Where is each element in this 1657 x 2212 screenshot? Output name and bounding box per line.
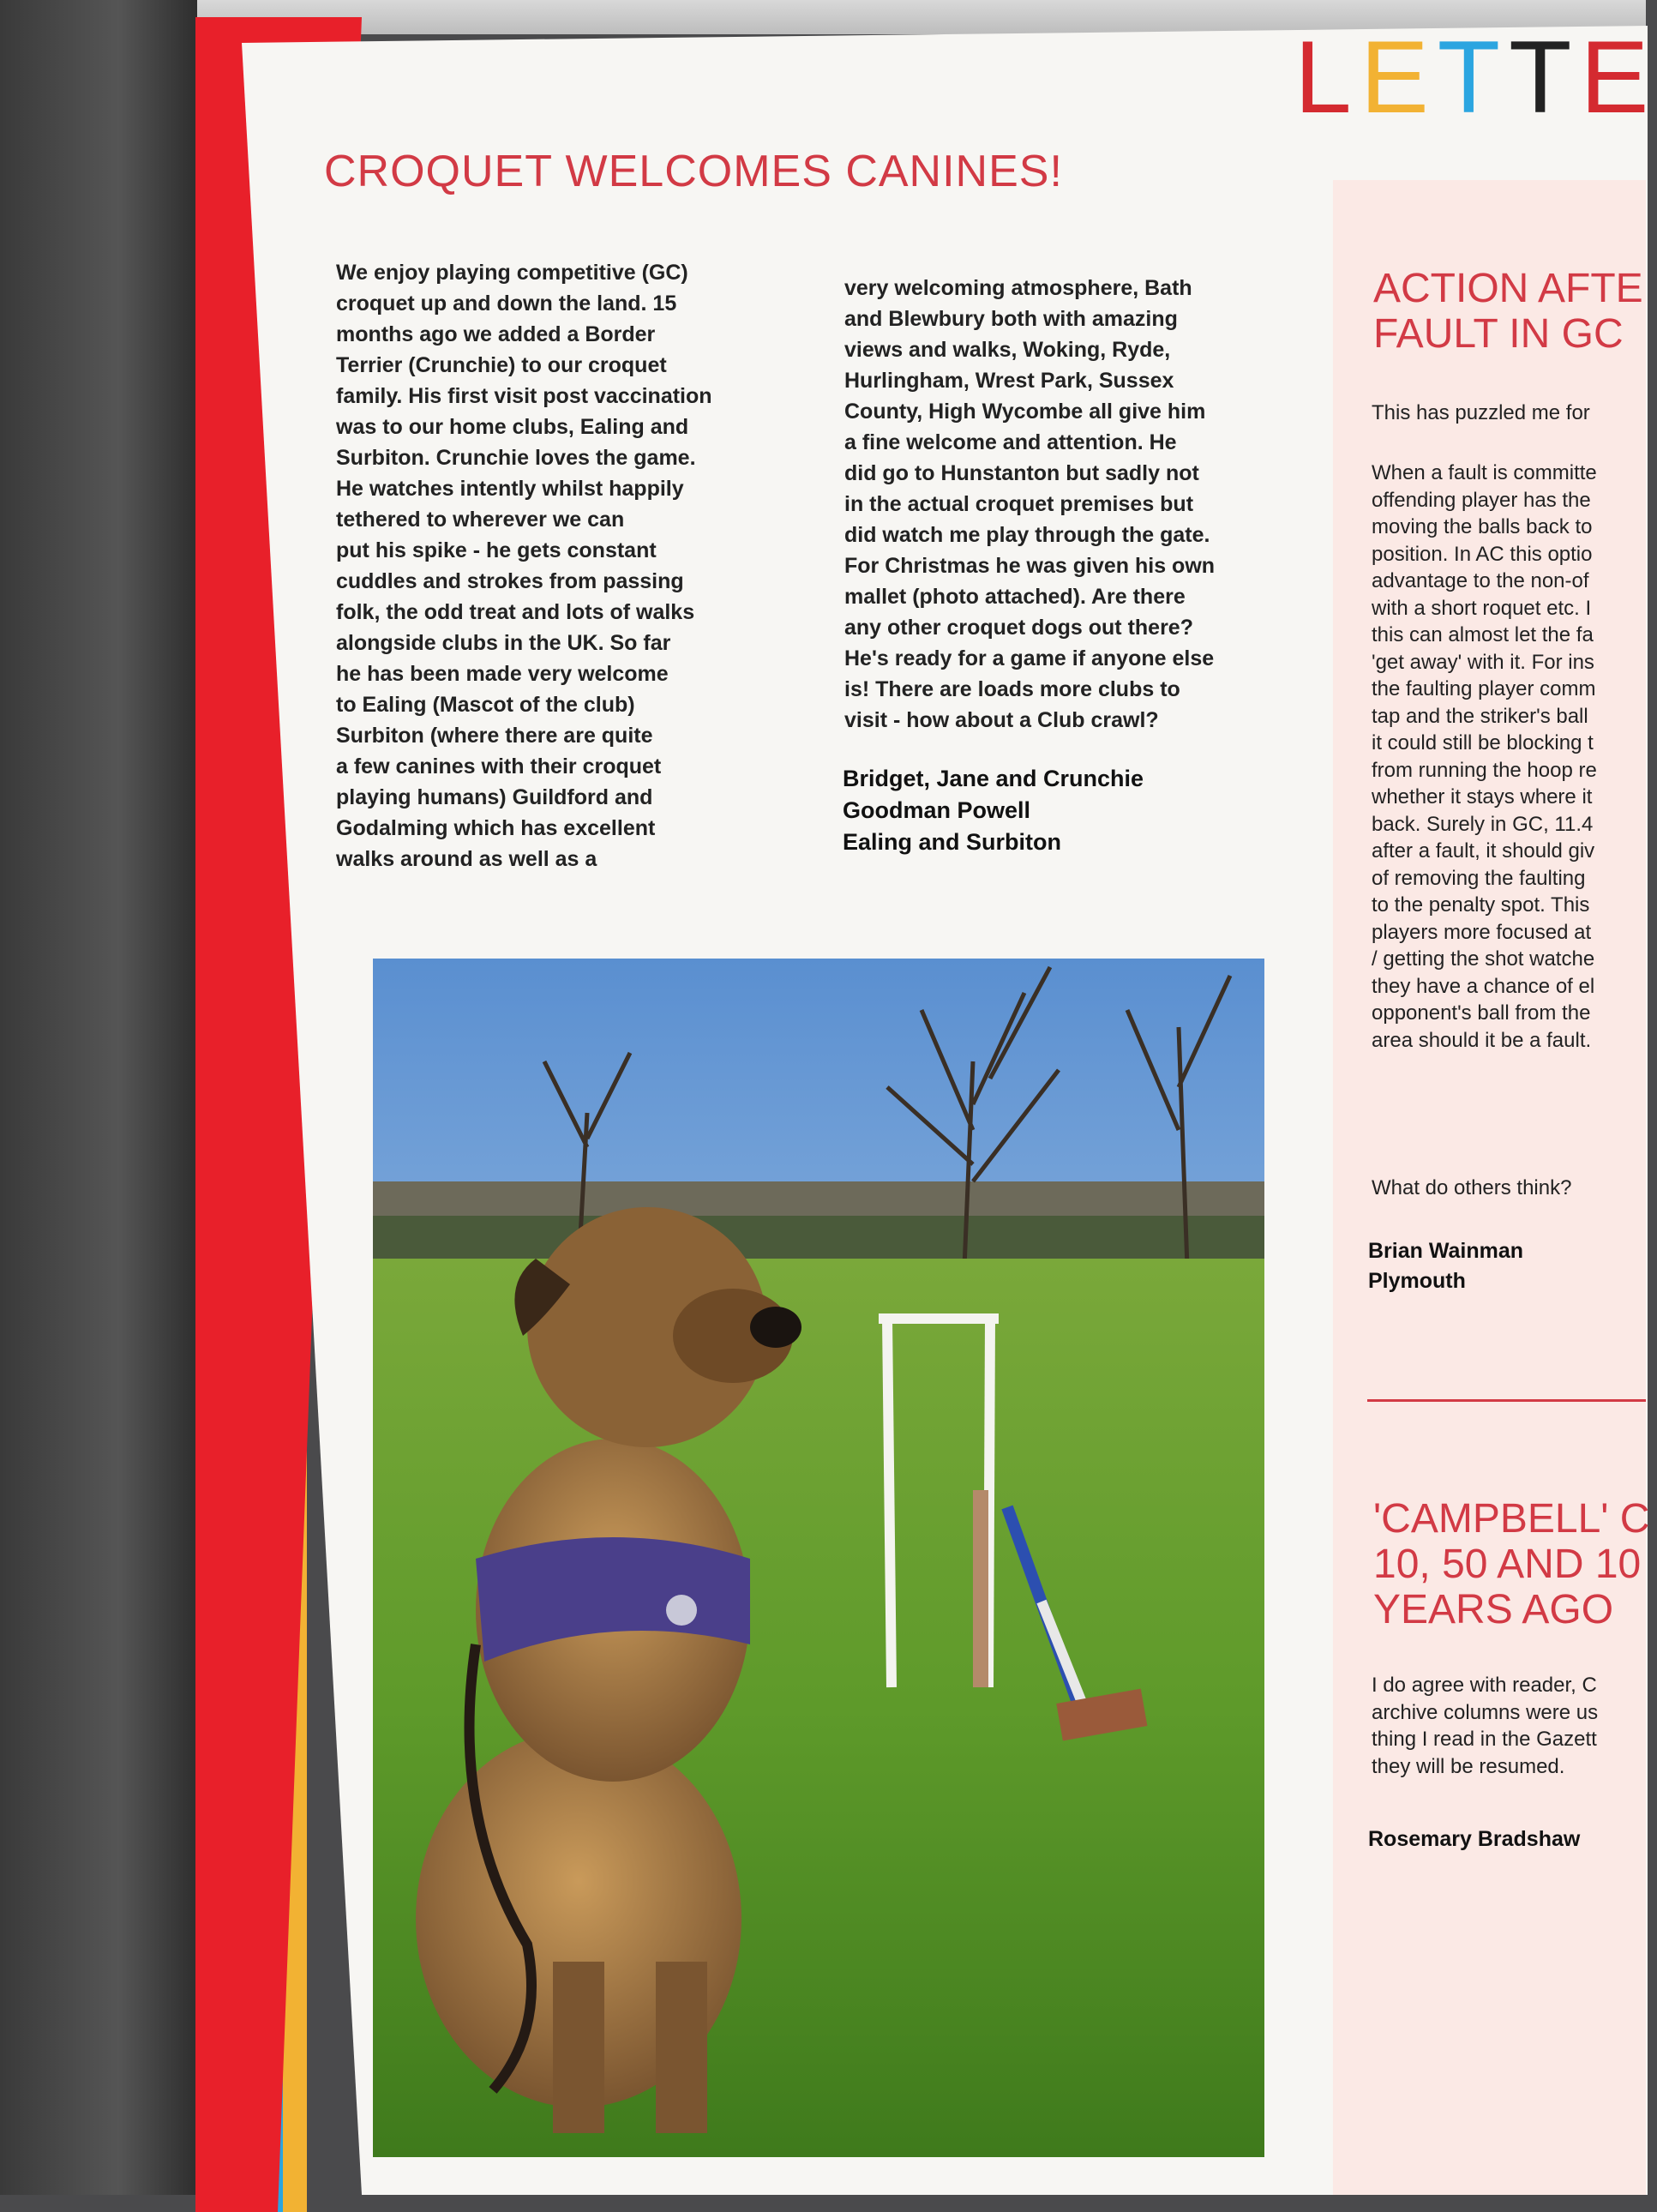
letter1-title-line: ACTION AFTE [1373,266,1643,311]
signature-line: Ealing and Surbiton [843,829,1061,855]
letter1-body [1372,460,1646,1054]
text-line: Terrier (Crunchie) to our croquet [336,353,667,377]
text-line: it could still be blocking t [1372,731,1594,754]
letter2-title [1373,1496,1648,1632]
text-line: in the actual croquet premises but [844,492,1194,516]
text-line: to the penalty spot. This [1372,893,1590,917]
letter2-signature: Rosemary Bradshaw [1368,1827,1581,1851]
text-line: For Christmas he was given his own [844,554,1216,578]
text-line: put his spike - he gets constant [336,538,657,562]
text-line: months ago we added a Border [336,322,656,346]
article-title: CROQUET WELCOMES CANINES! [324,147,1063,196]
article-column-1 [336,257,782,875]
article-column-2 [844,273,1294,736]
text-line: players more focused at [1372,920,1592,944]
text-line: family. His first visit post vaccination [336,384,712,408]
text-line: he has been made very welcome [336,662,669,686]
letter1-title-line: FAULT IN GC [1373,311,1624,357]
letters-logo [1294,20,1657,135]
text-line: Godalming which has excellent [336,816,656,840]
text-line: a few canines with their croquet [336,754,662,778]
text-line: they have a chance of el [1372,974,1595,998]
letter2-title-line: 'CAMPBELL' C [1373,1496,1650,1542]
text-line: mallet (photo attached). Are there [844,585,1186,609]
text-line: after a fault, it should giv [1372,839,1595,863]
text-line: did go to Hunstanton but sadly not [844,461,1199,485]
logo-letter: E [1360,20,1438,135]
text-line: thing I read in the Gazett [1372,1728,1597,1751]
letter1-signature [1368,1236,1523,1296]
text-line: walks around as well as a [336,847,597,871]
text-line: back. Surely in GC, 11.4 [1372,812,1594,836]
text-line: offending player has the [1372,488,1591,512]
text-line: He's ready for a game if anyone else [844,646,1215,670]
letter2-body [1372,1672,1646,1780]
text-line: any other croquet dogs out there? [844,616,1193,640]
text-line: playing humans) Guildford and [336,785,653,809]
logo-letter: T [1437,20,1510,135]
letter1-question: What do others think? [1372,1176,1572,1199]
text-line: Surbiton (where there are quite [336,724,653,748]
text-line: to Ealing (Mascot of the club) [336,693,635,717]
text-line: He watches intently whilst happily [336,477,684,501]
signature-line: Plymouth [1368,1269,1466,1293]
letter2-title-line: YEARS AGO [1373,1587,1614,1632]
text-line: a fine welcome and attention. He [844,430,1177,454]
letter1-title [1373,266,1648,357]
text-line: and Blewbury both with amazing [844,307,1178,331]
text-line: this can almost let the fa [1372,623,1594,646]
logo-letter: L [1294,20,1360,135]
text-line: tethered to wherever we can [336,508,625,532]
text-line: position. In AC this optio [1372,542,1593,566]
text-line: 'get away' with it. For ins [1372,650,1594,674]
text-line: of removing the faulting [1372,866,1586,890]
text-line: Surbiton. Crunchie loves the game. [336,446,696,470]
text-line: We enjoy playing competitive (GC) [336,261,688,285]
text-line: the faulting player comm [1372,677,1596,700]
text-line: area should it be a fault. [1372,1028,1592,1052]
text-line: is! There are loads more clubs to [844,677,1180,701]
article-signature [843,763,1144,858]
text-line: moving the balls back to [1372,515,1593,538]
text-line: from running the hoop re [1372,758,1597,782]
signature-line: Bridget, Jane and Crunchie [843,766,1144,791]
text-line: croquet up and down the land. 15 [336,292,677,316]
signature-line: Goodman Powell [843,797,1031,823]
text-line: I do agree with reader, C [1372,1674,1597,1697]
red-stripe [195,17,247,2212]
text-line: tap and the striker's ball [1372,704,1588,728]
text-line: they will be resumed. [1372,1754,1565,1778]
logo-letter: T [1509,20,1581,135]
text-line: advantage to the non-of [1372,569,1589,592]
text-line: did watch me play through the gate. [844,523,1210,547]
text-line: visit - how about a Club crawl? [844,708,1159,732]
text-line: folk, the odd treat and lots of walks [336,600,695,624]
text-line: was to our home clubs, Ealing and [336,415,689,439]
logo-letter: E [1580,20,1657,135]
signature-line: Brian Wainman [1368,1239,1524,1263]
monitor-bezel-left [0,0,197,2195]
text-line: archive columns were us [1372,1700,1599,1724]
text-line: alongside clubs in the UK. So far [336,631,671,655]
text-line: When a fault is committe [1372,461,1597,484]
text-line: very welcoming atmosphere, Bath [844,276,1192,300]
letter2-title-line: 10, 50 AND 10 [1373,1542,1642,1587]
text-line: whether it stays where it [1372,785,1593,808]
text-line: views and walks, Woking, Ryde, [844,338,1171,362]
letter1-intro: This has puzzled me for [1372,401,1590,424]
text-line: opponent's ball from the [1372,1001,1591,1025]
text-line: Hurlingham, Wrest Park, Sussex [844,369,1174,393]
text-line: County, High Wycombe all give him [844,400,1206,424]
text-line: / getting the shot watche [1372,947,1595,971]
section-divider [1367,1399,1646,1402]
text-line: with a short roquet etc. I [1372,596,1592,620]
dog-croquet-photo [373,959,1264,2157]
text-line: cuddles and strokes from passing [336,569,684,593]
